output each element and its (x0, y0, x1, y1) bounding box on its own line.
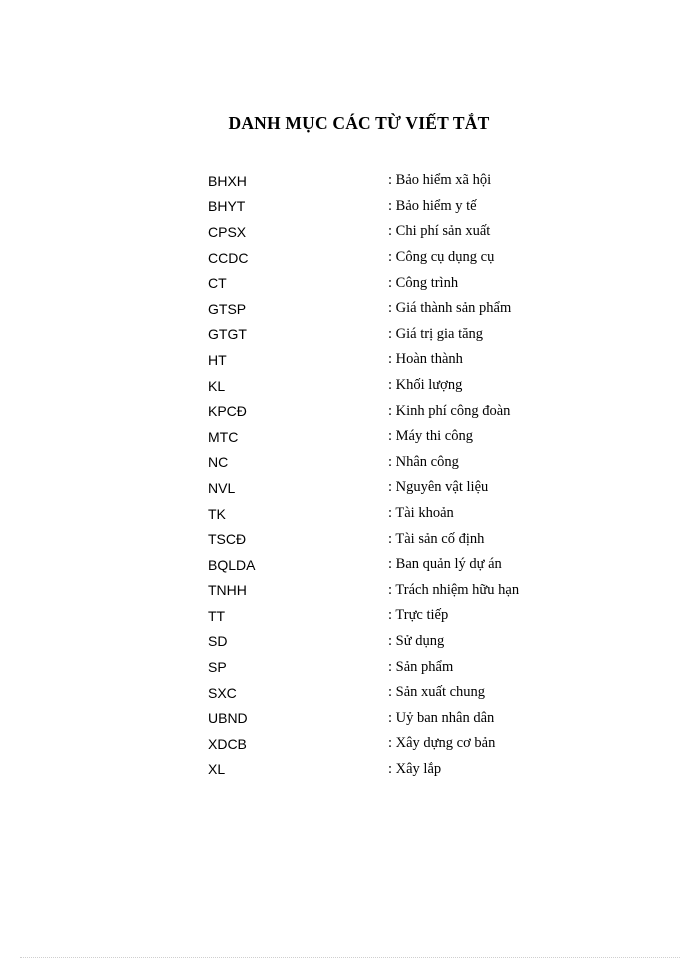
list-item (208, 296, 519, 322)
abbreviation-meaning: : Công trình (388, 274, 459, 291)
abbreviation-meaning: : Giá thành sản phẩm (388, 300, 512, 317)
list-item (208, 194, 519, 220)
list-item (208, 731, 519, 757)
list-item (208, 424, 519, 450)
list-item (208, 680, 519, 706)
list-item (208, 450, 519, 476)
list-item (208, 168, 519, 194)
abbreviation-code: UBND (208, 710, 248, 727)
abbreviation-meaning: : Kinh phí công đoàn (388, 402, 511, 419)
list-item (208, 629, 519, 655)
abbreviation-list (208, 168, 519, 782)
list-item (208, 578, 519, 604)
abbreviation-code: BQLDA (208, 556, 256, 573)
abbreviation-code: TSCĐ (208, 531, 247, 548)
list-item (208, 398, 519, 424)
abbreviation-meaning: : Tài sản cố định (388, 530, 485, 547)
abbreviation-code: NVL (208, 479, 236, 496)
list-item (208, 654, 519, 680)
abbreviation-meaning: : Máy thi công (388, 428, 473, 445)
abbreviation-meaning: : Giá trị gia tăng (388, 325, 484, 342)
abbreviation-code: GTGT (208, 326, 247, 343)
abbreviation-meaning: : Xây lắp (388, 760, 442, 777)
abbreviation-meaning: : Bảo hiểm y tế (388, 197, 477, 214)
abbreviation-meaning: : Nhân công (388, 453, 459, 470)
abbreviation-code: BHXH (208, 172, 247, 189)
abbreviation-code: SP (208, 659, 227, 676)
abbreviation-meaning: : Xây dựng cơ bản (388, 735, 496, 752)
abbreviation-meaning: : Sử dụng (388, 632, 445, 649)
abbreviation-code: HT (208, 351, 227, 368)
abbreviation-meaning: : Sản xuất chung (388, 684, 486, 701)
list-item (208, 526, 519, 552)
abbreviation-meaning: : Nguyên vật liệu (388, 479, 489, 496)
abbreviation-code: NC (208, 454, 229, 471)
abbreviation-meaning: : Trực tiếp (388, 607, 449, 624)
page-title: DANH MỤC CÁC TỪ VIẾT TẮT (228, 113, 490, 133)
list-item (208, 705, 519, 731)
list-item (208, 757, 519, 783)
abbreviation-code: KPCĐ (208, 403, 247, 420)
abbreviation-meaning: : Chi phí sản xuất (388, 223, 491, 240)
abbreviation-meaning: : Trách nhiệm hữu hạn (388, 581, 520, 598)
abbreviation-meaning: : Bảo hiểm xã hội (388, 172, 492, 189)
abbreviation-code: SXC (208, 684, 237, 701)
list-item (208, 373, 519, 399)
abbreviation-code: GTSP (208, 300, 247, 317)
list-item (208, 552, 519, 578)
abbreviation-meaning: : Uỷ ban nhân dân (388, 709, 495, 726)
abbreviation-code: XDCB (208, 735, 247, 752)
abbreviation-code: BHYT (208, 198, 246, 215)
list-item (208, 322, 519, 348)
abbreviation-code: TK (208, 505, 226, 522)
abbreviation-code: MTC (208, 428, 239, 445)
abbreviation-code: XL (208, 761, 226, 778)
abbreviation-code: TNHH (208, 582, 247, 599)
abbreviation-meaning: : Công cụ dụng cụ (388, 249, 495, 266)
list-item (208, 245, 519, 271)
abbreviation-meaning: : Ban quản lý dự án (388, 556, 502, 573)
list-item (208, 347, 519, 373)
list-item (208, 270, 519, 296)
list-item (208, 219, 519, 245)
abbreviation-meaning: : Sản phẩm (388, 658, 454, 675)
abbreviation-meaning: : Khối lượng (388, 377, 463, 394)
list-item (208, 501, 519, 527)
abbreviation-code: CPSX (208, 223, 247, 240)
list-item (208, 603, 519, 629)
abbreviation-code: KL (208, 377, 226, 394)
page-bottom-divider (20, 957, 680, 958)
abbreviation-meaning: : Hoàn thành (388, 351, 463, 368)
abbreviation-code: TT (208, 607, 226, 624)
list-item (208, 475, 519, 501)
abbreviation-code: CT (208, 275, 227, 292)
abbreviation-code: CCDC (208, 249, 249, 266)
abbreviation-meaning: : Tài khoản (388, 505, 454, 522)
abbreviation-code: SD (208, 633, 228, 650)
